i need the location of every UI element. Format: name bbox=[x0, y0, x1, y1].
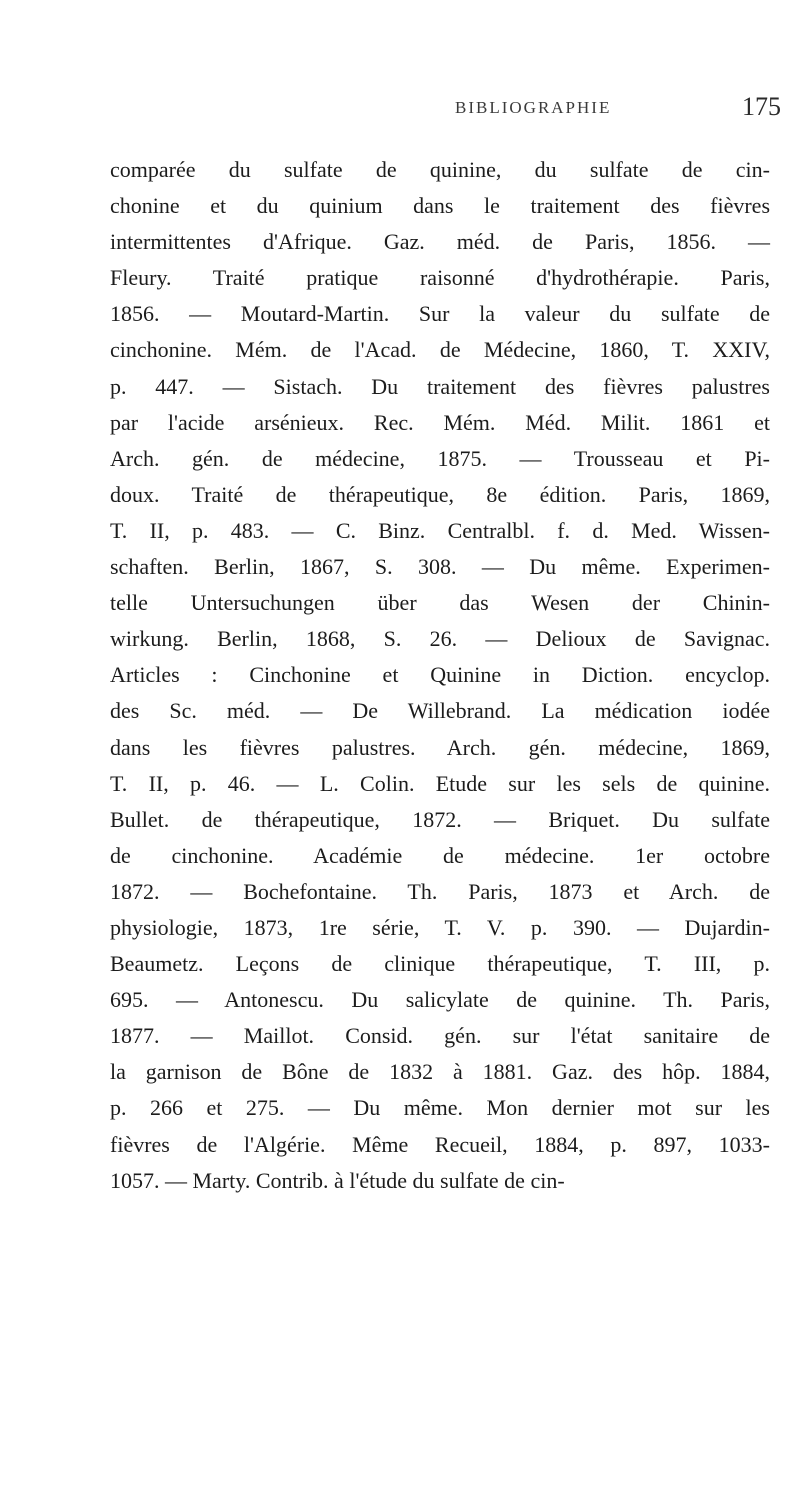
running-head: BIBLIOGRAPHIE bbox=[455, 98, 612, 117]
text-line: 1877. — Maillot. Consid. gén. sur l'état sanitaire de bbox=[110, 1023, 770, 1049]
text-line: Fleury. Traité pratique raisonné d'hydrothérapie. Paris, bbox=[110, 265, 770, 291]
text-line: par l'acide arsénieux. Rec. Mém. Méd. Milit. 1861 et bbox=[110, 409, 770, 435]
text-line: Arch. gén. de médecine, 1875. — Trousseau et Pi- bbox=[110, 445, 770, 471]
text-line: 1872. — Bochefontaine. Th. Paris, 1873 et Arch. de bbox=[110, 878, 770, 904]
text-line: T. II, p. 46. — L. Colin. Etude sur les sels de quinine. bbox=[110, 770, 770, 796]
text-line: cinchonine. Mém. de l'Acad. de Médecine, 1860, T. XXIV, bbox=[110, 337, 770, 363]
page-number: 175 bbox=[742, 92, 781, 121]
text-line: 1057. — Marty. Contrib. à l'étude du sulfate de cin- bbox=[110, 1167, 565, 1193]
text-line: 1856. — Moutard-Martin. Sur la valeur du sulfate de bbox=[110, 301, 770, 327]
bibliography-text bbox=[110, 152, 770, 1199]
text-line: dans les fièvres palustres. Arch. gén. médecine, 1869, bbox=[110, 734, 770, 760]
text-line: fièvres de l'Algérie. Même Recueil, 1884, p. 897, 1033- bbox=[110, 1131, 770, 1157]
text-line: Beaumetz. Leçons de clinique thérapeutique, T. III, p. bbox=[110, 951, 770, 977]
text-line: chonine et du quinium dans le traitement des fièvres bbox=[110, 193, 770, 219]
text-line: p. 266 et 275. — Du même. Mon dernier mot sur les bbox=[110, 1095, 770, 1121]
text-line: des Sc. méd. — De Willebrand. La médication iodée bbox=[110, 698, 770, 724]
text-line: p. 447. — Sistach. Du traitement des fièvres palustres bbox=[110, 373, 770, 399]
text-line: wirkung. Berlin, 1868, S. 26. — Delioux de Savignac. bbox=[110, 626, 770, 652]
text-line: telle Untersuchungen über das Wesen der Chinin- bbox=[110, 590, 770, 616]
text-line: la garnison de Bône de 1832 à 1881. Gaz. des hôp. 1884, bbox=[110, 1059, 770, 1085]
text-line: T. II, p. 483. — C. Binz. Centralbl. f. d. Med. Wissen- bbox=[110, 517, 770, 543]
text-line: 695. — Antonescu. Du salicylate de quinine. Th. Paris, bbox=[110, 987, 770, 1013]
text-line: Articles : Cinchonine et Quinine in Diction. encyclop. bbox=[110, 662, 770, 688]
text-line: comparée du sulfate de quinine, du sulfate de cin- bbox=[110, 157, 770, 182]
text-line: physiologie, 1873, 1re série, T. V. p. 390. — Dujardin- bbox=[110, 914, 770, 940]
text-line: Bullet. de thérapeutique, 1872. — Briquet. Du sulfate bbox=[110, 806, 770, 832]
text-line: de cinchonine. Académie de médecine. 1er octobre bbox=[110, 842, 770, 868]
text-line: schaften. Berlin, 1867, S. 308. — Du même. Experimen- bbox=[110, 554, 770, 580]
text-line: intermittentes d'Afrique. Gaz. méd. de Paris, 1856. — bbox=[110, 229, 770, 255]
text-line: doux. Traité de thérapeutique, 8e édition. Paris, 1869, bbox=[110, 481, 770, 507]
